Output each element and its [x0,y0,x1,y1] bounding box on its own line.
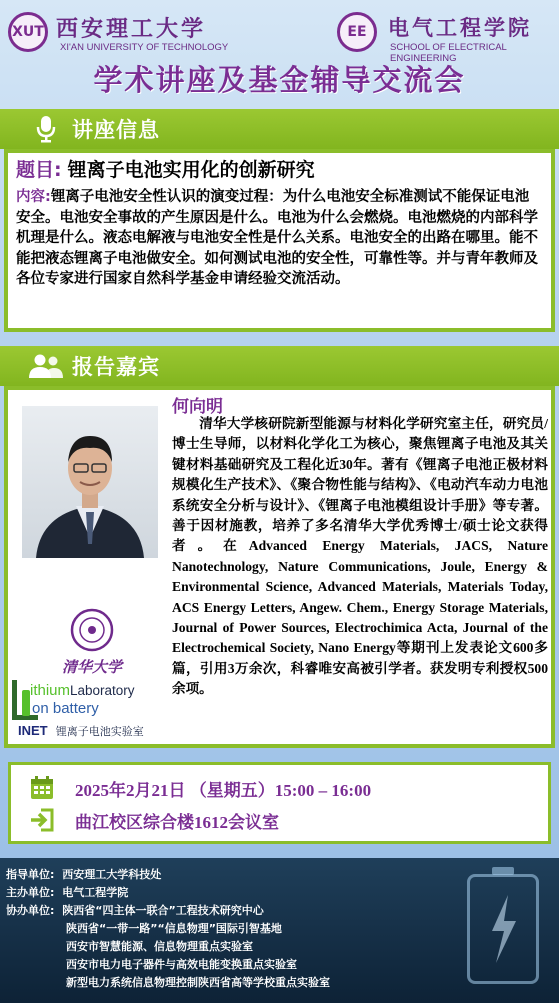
co-item: 西安市智慧能源、信息物理重点实验室 [66,940,253,953]
lecture-content [16,187,538,290]
footer [0,858,559,1003]
topic-text: 锂离子电池实用化的创新研究 [67,159,315,181]
content-label: 内容: [16,189,51,205]
co-item: 西安市电力电子器件与高效电能变换重点实验室 [66,958,297,971]
sign-in-icon [29,807,55,833]
speaker-panel [4,386,555,748]
time-row [29,775,371,801]
co-item: 新型电力系统信息物理控制陕西省高等学校重点实验室 [66,976,330,989]
speaker-section-header [0,346,559,386]
lecture-section-title: 讲座信息 [72,118,160,142]
battery-lightning-icon [467,874,539,984]
right-school-name: 电气工程学院 [388,15,532,40]
xaut-logo-icon: XUT [8,12,48,52]
speaker-name: 何向明 [172,397,223,417]
speaker-bio: 清华大学核研院新型能源与材料化学研究室主任，研究员/博士生导师，以材料化学化工为核心，聚焦锂离子电池及其关键材料基础研究及工程化近30年。著有《锂离子电池正极材料规模化生产技术》、《聚合物性能与结构》、《电动汽车动力电池系统安全分析与设计》、《锂离子电池模组设计手册》等专著。善于因材施教，培养了多名清华大学优秀博士/硕士论文获得者。在Advanced Energy Materials, JACS, Nature Nanotechnology, Nature Communications, Joule, Energy & Environmental Science, Advanced Materials, Materials Today, ACS Energy Letters, Angew. Chem., Energy Storage Materials, Journal of Power Sources, Electrochimica Acta, Journal of the Electrochemical Society, Nano Energy等期刊上发表论文600多篇，引用3万余次，科睿唯安高被引学者。获发明专利授权500余项。 [172,416,548,697]
speaker-photo [22,406,158,558]
people-icon [28,351,64,381]
lecture-topic [16,155,315,182]
tsinghua-logo [56,608,128,677]
topic-label: 题目: [16,159,62,181]
lecture-section-header [0,109,559,149]
tsinghua-seal-icon [70,608,114,652]
event-time: 2025年2月21日 （星期五）15:00 – 16:00 [75,780,372,800]
left-university-english: XI'AN UNIVERSITY OF TECHNOLOGY [60,42,229,53]
lecture-panel [4,149,555,332]
co-item: 陕西省“一带一路”“信息物理”国际引智基地 [66,922,282,935]
battery-icon [22,690,30,716]
inet-brand: INET [18,723,48,738]
place-row [29,807,279,833]
speaker-section-title: 报告嘉宾 [72,355,160,379]
lithium-lab-logo: ithiumLaboratory on battery INET 锂离子电池实验室 [12,680,172,740]
lab-cn-name: 锂离子电池实验室 [55,725,144,738]
school-logo-icon: EE [337,12,377,52]
right-school-english: SCHOOL OF ELECTRICAL ENGINEERING [390,42,507,64]
page-title: 学术讲座及基金辅导交流会 [93,63,466,97]
left-university-name: 西安理工大学 [56,16,207,42]
guide-row: 指导单位: 西安理工大学科技处 [6,868,162,881]
co-row: 协办单位: 陕西省“四主体一联合”工程技术研究中心 [6,904,264,917]
header [0,0,559,100]
content-text: 锂离子电池安全性认识的演变过程：为什么电池安全标准测试不能保证电池安全。电池安全事故的产生原因是什么。电池为什么会燃烧。电池燃烧的内部科学机理是什么。液态电解液与电池安全性是什么关系。电池安全的出路在哪里。能不能把液态锂离子电池做安全。如何测试电池的安全性，可靠性等。并与青年教师及各位专家进行国家自然科学基金申请经验交流活动。 [16,189,538,288]
time-place-box [8,762,551,844]
calendar-icon [29,775,55,801]
host-row: 主办单位: 电气工程学院 [6,886,129,899]
event-place: 曲江校区综合楼1612会议室 [75,812,279,832]
microphone-icon [28,114,64,144]
tsinghua-name: 清华大学 [61,658,122,676]
